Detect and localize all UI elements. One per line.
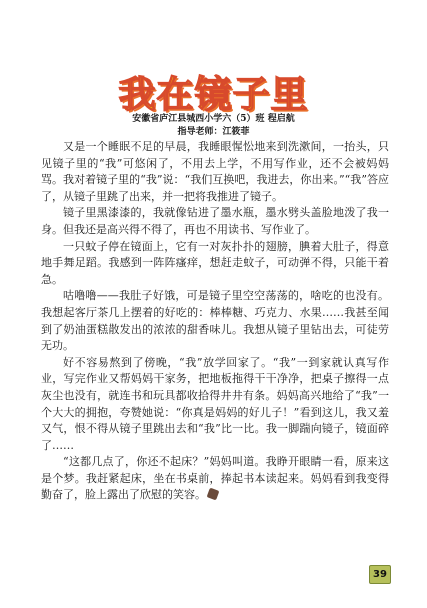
article-body bbox=[41, 139, 389, 504]
article-title: 我在镜子里 bbox=[118, 73, 309, 116]
paragraph-2: 镜子里黑漆漆的，我就像钻进了墨水瓶，墨水劈头盖脸地泼了我一身。但我还是高兴得不得了，再也不用读书、写作业了。 bbox=[41, 206, 389, 236]
paragraph-6-text: “这都几点了，你还不起床？”妈妈叫道。我睁开眼睛一看，原来这是个梦。我赶紧起床，坐在书桌前，捧起书本读起来。妈妈看到我变得勤奋了，脸上露出了欣慰的笑容。 bbox=[41, 455, 389, 502]
paragraph-5: 好不容易熬到了傍晚，“我”放学回家了。“我”一到家就认真写作业，写完作业又帮妈妈干家务，把地板拖得干干净净，把桌子擦得一点灰尘也没有，就连书和玩具都收拾得井井有条。妈妈高兴地给了“我”一个大大的拥抱，夸赞她说：“你真是妈妈的好儿子！”看到这儿，我又羞又气，恨不得从镜子里跳出去和“我”比一比。我一脚踹向镜子，镜面碎了…… bbox=[41, 355, 389, 452]
paragraph-4: 咕噜噜——我肚子好饿，可是镜子里空空荡荡的，啥吃的也没有。我想起客厅茶几上摆着的好吃的：棒棒糖、巧克力、水果……我甚至闻到了奶油蛋糕散发出的浓浓的甜香味儿。我想从镜子里钻出去，可徒劳无功。 bbox=[41, 289, 389, 353]
paragraph-6 bbox=[41, 454, 389, 504]
paragraph-3: 一只蚊子停在镜面上，它有一对灰扑扑的翅膀，腆着大肚子，得意地手舞足蹈。我感到一阵阵瘙痒，想赶走蚊子，可动弹不得，只能干着急。 bbox=[41, 239, 389, 286]
pencil-end-icon bbox=[207, 488, 220, 501]
paragraph-1: 又是一个睡眠不足的早晨，我睡眼惺忪地来到洗漱间，一抬头，只见镜子里的“我”可悠闲了，不用去上学，不用写作业，还不会被妈妈骂。我对着镜子里的“我”说：“我们互换吧，我进去，你出来。”“我”答应了，从镜子里跳了出来，并一把将我推进了镜子。 bbox=[41, 140, 389, 203]
author-line: 安徽省庐江县城西小学六（5）班 程启航 bbox=[132, 114, 295, 124]
teacher-line: 指导老师：江筱菲 bbox=[177, 127, 250, 137]
page-number: 39 bbox=[369, 565, 391, 584]
